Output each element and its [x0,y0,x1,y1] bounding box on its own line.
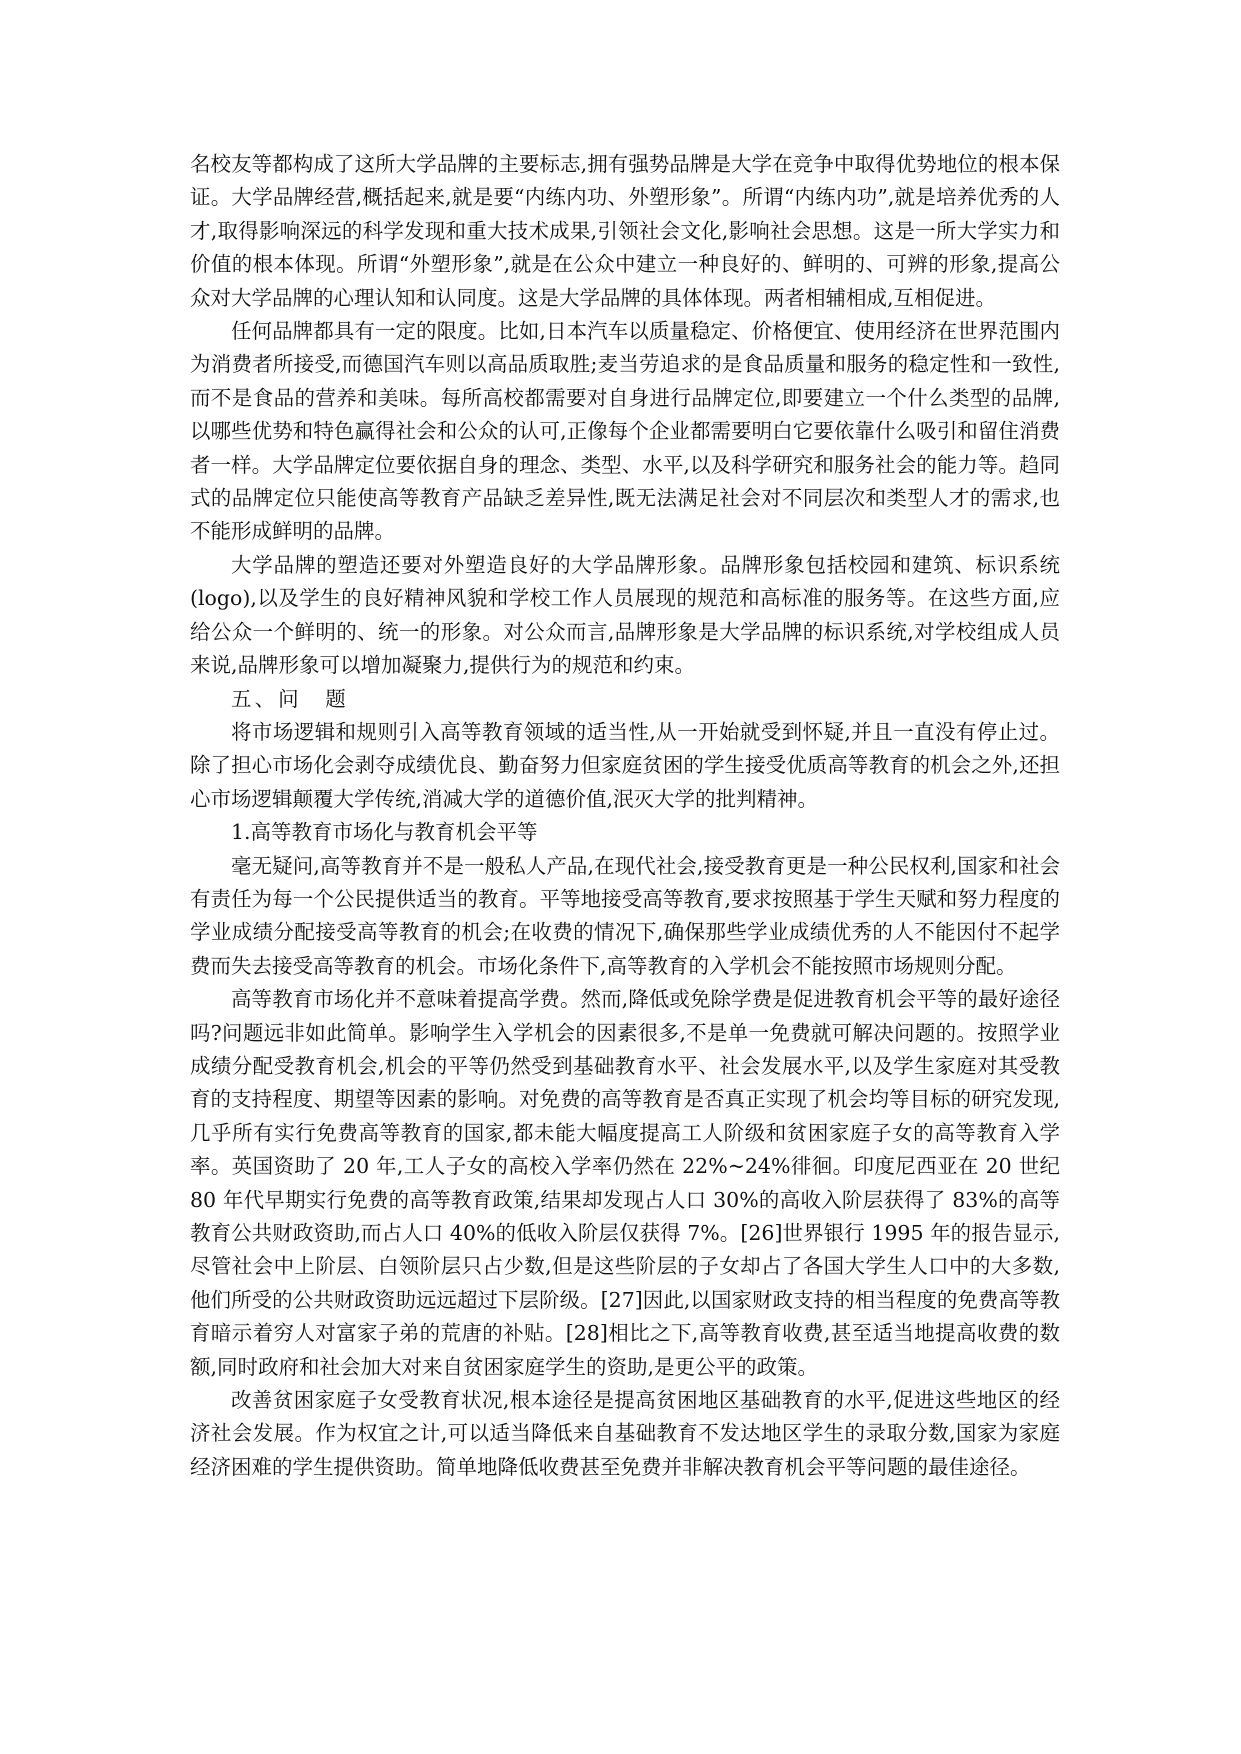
paragraph-brand-image: 大学品牌的塑造还要对外塑造良好的大学品牌形象。品牌形象包括校园和建筑、标识系统(logo),以及学生的良好精神风貌和学校工作人员展现的规范和高标准的服务等。在这些方面,应给公众一个鲜明的、统一的形象。对公众而言,品牌形象是大学品牌的标识系统,对学校组成人员来说,品牌形象可以增加凝聚力,提供行为的规范和约束。 [190,552,1060,678]
paragraph-poverty-solution: 改善贫困家庭子女受教育状况,根本途径是提高贫困地区基础教育的水平,促进这些地区的经济社会发展。作为权宜之计,可以适当降低来自基础教育不发达地区学生的录取分数,国家为家庭经济困难的学生提供资助。简单地降低收费甚至免费并非解决教育机会平等问题的最佳途径。 [190,1388,1060,1479]
paragraph-tuition-evidence: 高等教育市场化并不意味着提高学费。然而,降低或免除学费是促进教育机会平等的最好途径吗?问题远非如此简单。影响学生入学机会的因素很多,不是单一免费就可解决问题的。按照学业成绩分配受教育机会,机会的平等仍然受到基础教育水平、社会发展水平,以及学生家庭对其受教育的支持程度、期望等因素的影响。对免费的高等教育是否真正实现了机会均等目标的研究发现,几乎所有实行免费高等教育的国家,都未能大幅度提高工人阶级和贫困家庭子女的高等教育入学率。英国资助了 20 年,工人子女的高校入学率仍然在 22%~24%徘徊。印度尼西亚在 20 世纪 80 年代早期实行免费的高等教育政策,结果却发现占人口 30%的高收入阶层获得了 83%的高等教育公共财政资助,而占人口 40%的低收入阶层仅获得 7%。[26]世界银行 1995 年的报告显示,尽管社会中上阶层、白领阶层只占少数,但是这些阶层的子女却占了各国大学生人口中的大多数,他们所受的公共财政资助远远超过下层阶级。[27]因此,以国家财政支持的相当程度的免费高等教育暗示着穷人对富家子弟的荒唐的补贴。[28]相比之下,高等教育收费,甚至适当地提高收费的数额,同时政府和社会加大对来自贫困家庭学生的资助,是更公平的政策。 [190,987,1060,1379]
paragraph-brand-management: 名校友等都构成了这所大学品牌的主要标志,拥有强势品牌是大学在竞争中取得优势地位的根本保证。大学品牌经营,概括起来,就是要“内练内功、外塑形象”。所谓“内练内功”,就是培养优秀的人才,取得影响深远的科学发现和重大技术成果,引领社会文化,影响社会思想。这是一所大学实力和价值的根本体现。所谓“外塑形象”,就是在公众中建立一种良好的、鲜明的、可辨的形象,提高公众对大学品牌的心理认知和认同度。这是大学品牌的具体体现。两者相辅相成,互相促进。 [190,152,1060,310]
paragraph-market-logic-doubt: 将市场逻辑和规则引入高等教育领域的适当性,从一开始就受到怀疑,并且一直没有停止过。除了担心市场化会剥夺成绩优良、勤奋努力但家庭贫困的学生接受优质高等教育的机会之外,还担心市场逻辑颠覆大学传统,消减大学的道德价值,泯灭大学的批判精神。 [190,719,1060,811]
paragraph-public-right: 毫无疑问,高等教育并不是一般私人产品,在现代社会,接受教育更是一种公民权利,国家和社会有责任为每一个公民提供适当的教育。平等地接受高等教育,要求按照基于学生天赋和努力程度的学业成绩分配接受高等教育的机会;在收费的情况下,确保那些学业成绩优秀的人不能因付不起学费而失去接受高等教育的机会。市场化条件下,高等教育的入学机会不能按照市场规则分配。 [190,853,1060,978]
section-heading-problems: 五、问 题 [231,686,349,711]
paragraph-brand-positioning: 任何品牌都具有一定的限度。比如,日本汽车以质量稳定、价格便宜、使用经济在世界范围内为消费者所接受,而德国汽车则以高品质取胜;麦当劳追求的是食品质量和服务的稳定性和一致性,而不是食品的营养和美味。每所高校都需要对自身进行品牌定位,即要建立一个什么类型的品牌,以哪些优势和特色赢得社会和公众的认可,正像每个企业都需要明白它要依靠什么吸引和留住消费者一样。大学品牌定位要依据自身的理念、类型、水平,以及科学研究和服务社会的能力等。趋同式的品牌定位只能使高等教育产品缺乏差异性,既无法满足社会对不同层次和类型人才的需求,也不能形成鲜明的品牌。 [190,319,1060,544]
document-body [190,148,1060,1484]
subheading-education-equality: 1.高等教育市场化与教育机会平等 [231,820,538,845]
